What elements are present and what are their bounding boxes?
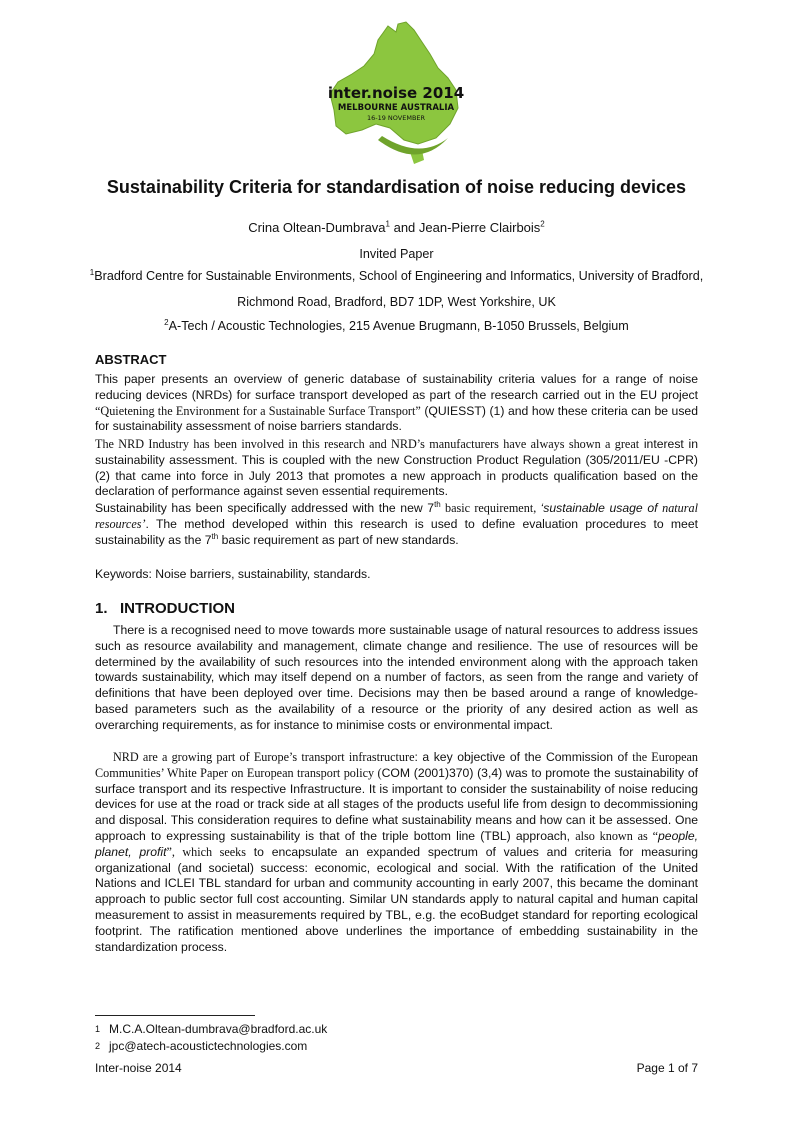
footnote-1-email[interactable]: M.C.A.Oltean-dumbrava@bradford.ac.uk (109, 1022, 328, 1036)
abstract-p3-text-f: basic requirement as part of new standards. (218, 532, 459, 547)
abstract-paragraph-1 (95, 372, 698, 435)
paper-title: Sustainability Criteria for standardisation of noise reducing devices (106, 177, 687, 197)
abstract-paragraph-3 (95, 501, 698, 548)
abstract-p3-sup: th (434, 499, 441, 509)
abstract-p1-project-title: “Quietening the Environment for a Sustainable Surface Transport” (95, 403, 421, 418)
abstract-heading: ABSTRACT (95, 352, 167, 367)
intro-p2-text-c: the European Communities’ White Paper on European transport policy ( (95, 750, 699, 780)
affiliation-1-line1: Bradford Centre for Sustainable Environments, School of Engineering and Informatics, University of Bradford, (94, 269, 704, 283)
intro-p2-text-d: COM (2001)370) (3,4) was to promote the sustainability of surface transport and its respective Infrastructure. It is important to consider the sustainability of noise reducing devices for use at the road or track side at all stages of the products useful life from design to decommissioning and disposal. This consideration requires to define what sustainability means and how can it be assessed. One approach to expressing sustainability is that of the triple bottom line (TBL) approach, (95, 765, 698, 843)
intro-paragraph-1: There is a recognised need to move towards more sustainable usage of natural resources to address issues such as resource availability and management, climate change and resilience. The use of resources will be determined by the availability of such resources into the intended environment along with the approach taken towards sustainability, which may itself depend on a number of factors, as seen from the range and variety of definitions that have been deployed over time. Decisions may then be based around a range of knowledge-based parameters such as the availability of a resource or the priority of any desired action as well as overarching requirements, as for instance to minimise costs or environmental impact. (95, 623, 698, 732)
abstract-p1-text-c: (QUIESST) (1) and how these criteria can be used for sustainability assessment of noise barriers standards. (95, 403, 698, 434)
affiliation-1 (60, 268, 733, 284)
logo-line1: inter.noise 2014 (327, 84, 465, 102)
abstract-p2-text-a: The NRD Industry has been involved in this research and NRD’s manufacturers have always shown a great (95, 437, 640, 451)
abstract-p1-text-a: This paper presents an overview of generic database of sustainability criteria values for a range of noise reducing devices (NRDs) for surface transport developed as part of the research carried out in the EU project (95, 372, 698, 402)
affiliation-2-text: A-Tech / Acoustic Technologies, 215 Avenue Brugmann, B-1050 Brussels, Belgium (168, 319, 629, 333)
conference-logo (318, 20, 474, 170)
author-1: Crina Oltean-Dumbrava (248, 220, 386, 235)
abstract-p3-text-e: . The method developed within this research is used to define evaluation procedures to meet sustainability as the 7 (95, 516, 698, 547)
intro-p2-text-h: to encapsulate an expanded spectrum of values and criteria for measuring organizational (and societal) success: economic, ecological and social. With the ratification of the United Nations and ICLEI TBL standard for urban and community accounting in early 2007, this became the dominant approach to public sector full cost accounting. Similar UN standards apply to natural capital and human capital measurement to assist in measurements required by TBL, e.g. the ecoBudget standard for reporting ecological footprint. The ratification mentioned above underlines the importance of embedding sustainability in the standardization process. (95, 844, 699, 954)
abstract-p2-text-b: interest in sustainability assessment. This is coupled with the new Construction Product Regulation (305/2011/EU -CPR) (2) that came into force in July 2013 that promotes a new approach in products qualification based on the declaration of performance against seven essential requirements. (95, 437, 698, 499)
affiliation-2-sup: 2 (164, 317, 169, 327)
author-2-sup: 2 (540, 219, 545, 229)
abstract-p3-sup2: th (211, 531, 219, 541)
affiliation-1-sup: 1 (89, 267, 95, 277)
intro-p2-italic: people, planet, profit (95, 828, 698, 859)
intro-p2-text-g: ”, which seeks (166, 844, 246, 859)
footnote-2-number: 2 (95, 1041, 101, 1051)
introduction-heading: 1. INTRODUCTION (95, 600, 236, 617)
abstract-p3-text-a: Sustainability has been specifically addressed with the new 7 (95, 501, 435, 515)
logo-line2: MELBOURNE AUSTRALIA (337, 103, 455, 113)
footer-page-number: Page 1 of 7 (636, 1061, 698, 1075)
affiliation-1-line2: Richmond Road, Bradford, BD7 1DP, West Yorkshire, UK (237, 295, 556, 309)
logo-line3: 16-19 NOVEMBER (366, 114, 426, 122)
intro-paragraph-2 (95, 750, 698, 955)
abstract-p3-italic-b: natural resources’ (95, 501, 698, 531)
abstract-p3-italic-a: ‘sustainable usage of (540, 501, 663, 515)
author-line (60, 220, 733, 236)
footnote-1-number: 1 (95, 1024, 101, 1034)
author-1-sup: 1 (385, 219, 390, 229)
keywords: Keywords: Noise barriers, sustainability, standards. (95, 567, 371, 581)
footnote-1 (95, 1022, 327, 1036)
paper-type: Invited Paper (359, 247, 434, 261)
intro-p2-text-e: also known as “ (575, 828, 659, 843)
intro-p2-text-a: NRD are a growing part of Europe’s transport infrastructure (113, 750, 415, 764)
author-2: Jean-Pierre Clairbois (418, 220, 541, 235)
australia-map-shape (330, 22, 458, 144)
affiliation-2 (60, 318, 733, 334)
footnote-2 (95, 1039, 307, 1053)
footnote-2-email[interactable]: jpc@atech-acoustictechnologies.com (109, 1039, 308, 1053)
abstract-p3-text-b: basic requirement, (440, 501, 541, 515)
footnote-divider (95, 1015, 255, 1016)
abstract-paragraph-2 (95, 437, 698, 500)
footer-conference: Inter-noise 2014 (95, 1061, 182, 1075)
intro-p2-text-b: : a key objective of the Commission of (414, 750, 633, 764)
author-join: and (389, 220, 419, 235)
